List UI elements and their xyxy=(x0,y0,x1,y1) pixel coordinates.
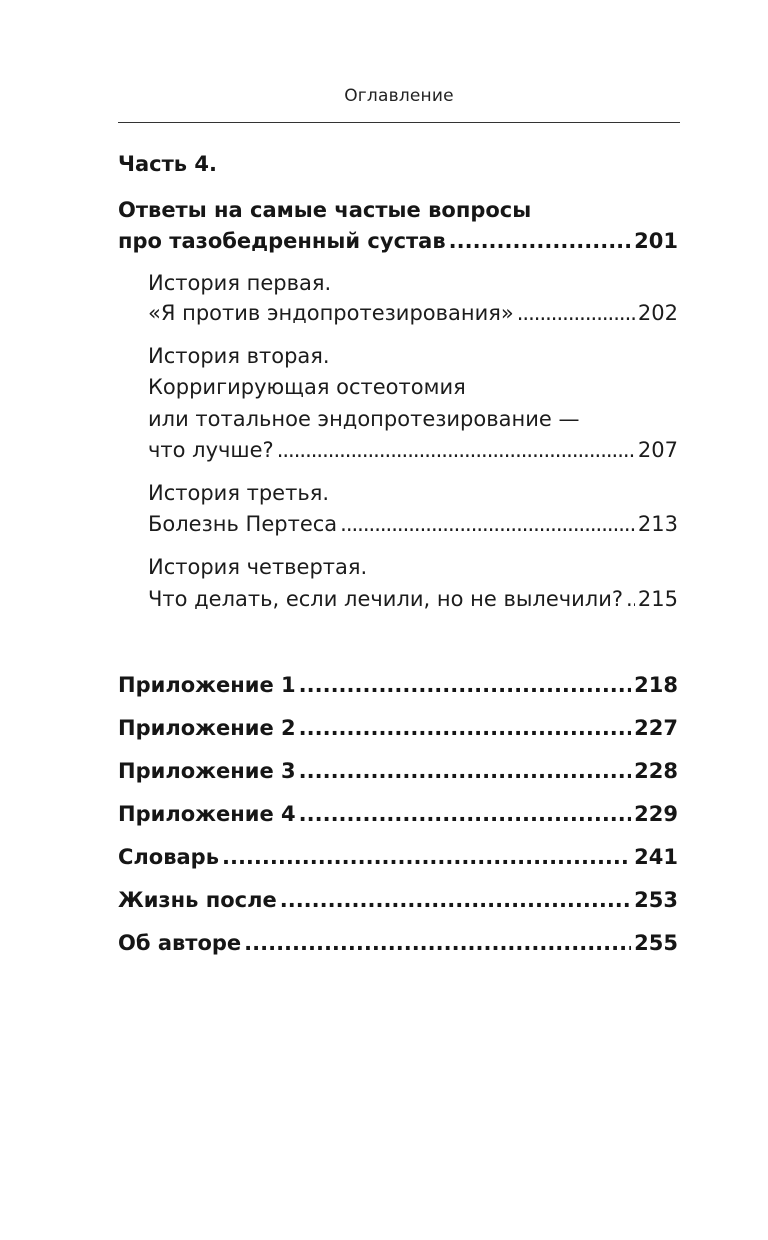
leader-dots xyxy=(449,226,632,256)
page-number: 202 xyxy=(637,301,678,325)
entry-title: Приложение 1 xyxy=(118,673,296,697)
toc-entry-glossary[interactable] xyxy=(118,842,678,872)
leader-dots xyxy=(299,799,631,829)
story-4-title: Что делать, если лечили, но не вылечили? xyxy=(148,587,624,611)
page-number: 215 xyxy=(637,587,678,611)
story-3-title: Болезнь Пертеса xyxy=(148,512,338,536)
leader-dots xyxy=(244,928,631,958)
toc-entry-appendix-1[interactable] xyxy=(118,670,678,700)
toc-entry-story-3[interactable] xyxy=(148,509,678,539)
toc-entry-story-4[interactable] xyxy=(148,584,678,614)
toc-entry-appendix-4[interactable] xyxy=(118,799,678,829)
page-number: 241 xyxy=(634,845,678,869)
page-number: 255 xyxy=(634,931,678,955)
page-number: 227 xyxy=(634,716,678,740)
entry-title: Об авторе xyxy=(118,931,242,955)
part-label: Часть 4. xyxy=(118,152,217,176)
toc-entry-appendix-2[interactable] xyxy=(118,713,678,743)
leader-dots xyxy=(340,509,635,539)
story-1-heading: История первая. xyxy=(148,271,332,295)
page-number: 218 xyxy=(634,673,678,697)
running-header: Оглавление xyxy=(344,86,454,106)
story-2-title: что лучше? xyxy=(148,438,274,462)
entry-title: Жизнь после xyxy=(118,888,277,912)
part-title-line-1: Ответы на самые частые вопросы xyxy=(118,198,532,222)
toc-entry-story-1[interactable] xyxy=(148,298,678,328)
entry-title: Приложение 3 xyxy=(118,759,296,783)
entry-title: Приложение 2 xyxy=(118,716,296,740)
leader-dots xyxy=(299,713,631,743)
header-rule xyxy=(118,122,680,123)
story-2-line-3: или тотальное эндопротезирование — xyxy=(148,407,580,431)
entry-title: Приложение 4 xyxy=(118,802,296,826)
story-3-heading: История третья. xyxy=(148,481,330,505)
page-number: 228 xyxy=(634,759,678,783)
page-number: 207 xyxy=(637,438,678,462)
page-number: 213 xyxy=(637,512,678,536)
story-2-line-2: Корригирующая остеотомия xyxy=(148,375,466,399)
toc-entry-part4[interactable] xyxy=(118,226,678,256)
entry-title: Словарь xyxy=(118,845,219,869)
page-number: 201 xyxy=(634,229,678,253)
leader-dots xyxy=(280,885,631,915)
leader-dots xyxy=(299,670,631,700)
page-number: 229 xyxy=(634,802,678,826)
toc-entry-about-author[interactable] xyxy=(118,928,678,958)
story-4-heading: История четвертая. xyxy=(148,555,368,579)
leader-dots xyxy=(626,584,635,614)
part-title-line-2: про тазобедренный сустав xyxy=(118,229,446,253)
leader-dots xyxy=(517,298,635,328)
toc-entry-story-2[interactable] xyxy=(148,435,678,465)
leader-dots xyxy=(299,756,631,786)
story-2-heading: История вторая. xyxy=(148,344,330,368)
toc-entry-life-after[interactable] xyxy=(118,885,678,915)
toc-entry-appendix-3[interactable] xyxy=(118,756,678,786)
page-number: 253 xyxy=(634,888,678,912)
leader-dots xyxy=(277,435,635,465)
story-1-title: «Я против эндопротезирования» xyxy=(148,301,514,325)
leader-dots xyxy=(222,842,631,872)
